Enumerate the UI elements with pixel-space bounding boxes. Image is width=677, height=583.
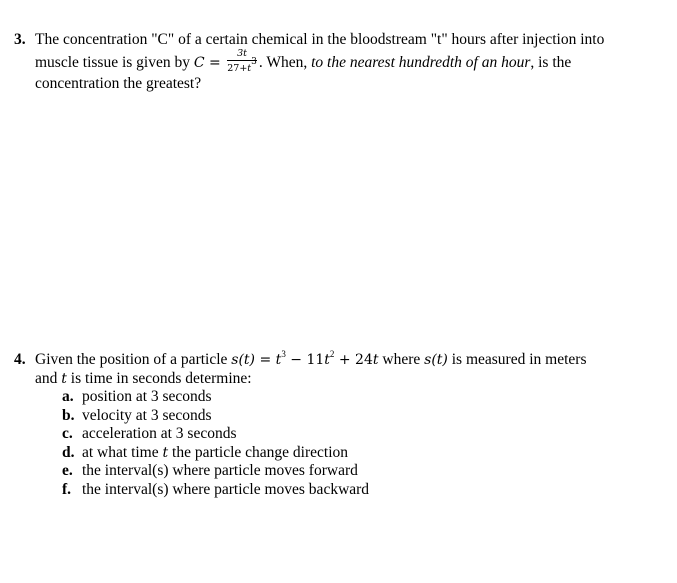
item-text-pre: at what time: [82, 443, 163, 461]
minus-term: − 11: [285, 352, 325, 368]
item-text: the interval(s) where particle moves forward: [82, 462, 358, 479]
problem-4-line-2: [14, 369, 654, 388]
item-text: position at 3 seconds: [82, 388, 212, 405]
item-letter: f.: [62, 480, 72, 498]
item-letter: e.: [62, 462, 73, 479]
problem-4-text-1a: Given the position of a particle: [35, 351, 232, 368]
item-variable: t: [162, 444, 169, 461]
problem-3: [14, 29, 654, 95]
fraction-trailer: .: [258, 54, 263, 72]
variable-c: C: [193, 55, 205, 72]
exponent-1: 3: [281, 349, 286, 359]
list-item: [14, 407, 654, 426]
problem-3-text-2c: , is the: [530, 54, 572, 72]
problem-3-text-1: The concentration "C" of a certain chemical in the bloodstream "t" hours after injection into: [35, 31, 605, 48]
fraction: [227, 49, 257, 74]
item-letter: a.: [62, 388, 74, 405]
item-letter: b.: [62, 406, 75, 424]
sub-question-list: [14, 388, 654, 499]
list-item: [14, 425, 654, 444]
function-arg: (t): [238, 352, 256, 368]
term-t2: t: [324, 352, 330, 368]
problem-4-text-2b: is time in seconds determine:: [66, 370, 252, 387]
equals-sign: =: [204, 55, 226, 72]
problem-3-line-3: [14, 73, 654, 95]
problem-number: 4.: [14, 351, 26, 368]
plus-term: + 24: [334, 352, 373, 368]
item-letter: d.: [62, 443, 75, 461]
item-text-post: the particle change direction: [168, 443, 349, 461]
problem-3-emphasis: to the nearest hundredth of an hour: [311, 54, 531, 72]
problem-4-text-1c: is measured in meters: [447, 351, 587, 368]
item-text: the interval(s) where particle moves backward: [82, 480, 370, 498]
function-s-2: s: [424, 352, 432, 368]
item-letter: c.: [62, 425, 73, 442]
problem-3-text-3: concentration the greatest?: [35, 75, 202, 92]
item-text: velocity at 3 seconds: [82, 406, 212, 424]
problem-number: 3.: [14, 31, 26, 48]
list-item: [14, 481, 654, 500]
denominator-variable: t: [247, 63, 252, 74]
problem-4-text-1b: where: [378, 351, 425, 368]
problem-3-text-2a: muscle tissue is given by: [35, 54, 194, 72]
problem-3-text-2b: When,: [262, 54, 312, 72]
function-s: s: [231, 352, 239, 368]
denominator-constant: 27+: [227, 63, 248, 74]
fraction-numerator: 3t: [227, 49, 257, 61]
problem-3-line-2: [14, 48, 654, 74]
item-text: acceleration at 3 seconds: [82, 425, 237, 442]
problem-4: [14, 350, 654, 499]
problem-3-line-1: [14, 29, 654, 51]
list-item: [14, 444, 654, 463]
problem-4-text-2a: and: [35, 370, 62, 387]
problem-4-line-1: [14, 350, 654, 369]
equals-sign: =: [255, 352, 276, 368]
exponent-2: 2: [329, 349, 335, 359]
function-arg-2: (t): [431, 352, 448, 368]
list-item: [14, 388, 654, 407]
term-t3: t: [372, 352, 379, 368]
list-item: [14, 462, 654, 481]
denominator-exponent: 3: [251, 57, 257, 67]
variable-t: t: [61, 371, 67, 387]
term-t1: t: [275, 352, 282, 368]
